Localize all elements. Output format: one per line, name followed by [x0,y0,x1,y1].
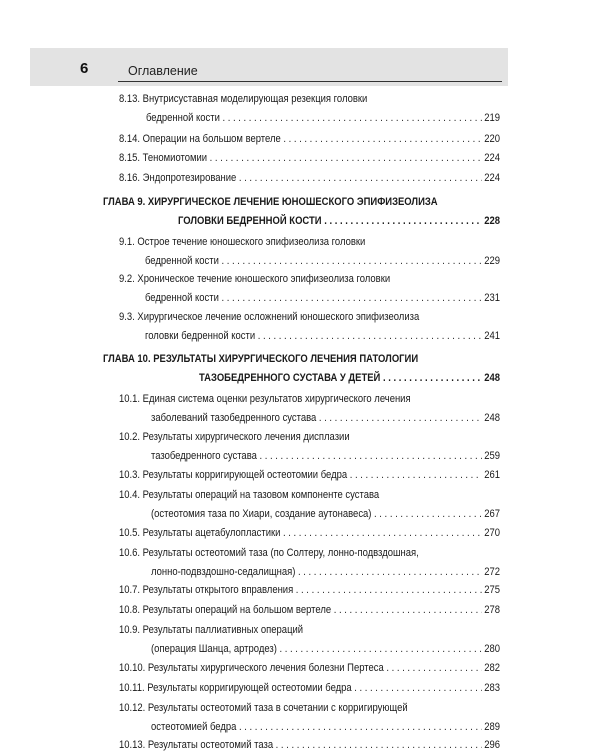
toc-entry-title: 10.11. Результаты корригирующей остеотомии бедра [119,682,352,694]
toc-page-number: 275 [484,584,500,596]
section-title: Оглавление [128,64,198,78]
toc-page-number: 267 [484,508,500,520]
dot-leader [283,132,481,146]
toc-page-number: 278 [484,604,500,616]
toc-entry-title: 8.14. Операции на большом вертеле [119,133,281,145]
dot-leader [259,449,481,463]
dot-leader [324,214,481,228]
toc-entry-title: ТАЗОБЕДРЕННОГО СУСТАВА У ДЕТЕЙ [198,372,381,384]
toc-page-number: 272 [484,566,500,578]
dot-leader [319,411,482,425]
toc-entry-title: бедренной кости [144,255,219,267]
dot-leader [258,329,482,343]
toc-page-number: 280 [484,643,500,655]
toc-entry-title: заболеваний тазобедренного сустава [150,412,317,424]
toc-entry-title: (остеотомия таза по Хиари, создание аутонавеса) [150,508,372,520]
toc-entry-line: 9.2. Хроническое течение юношеского эпифизеолиза головки [119,273,391,285]
toc-entry-line: 9.1. Острое течение юношеского эпифизеолиза головки [119,236,366,248]
dot-leader [350,468,482,482]
dot-leader [334,603,482,617]
toc-entry-line: 10.4. Результаты операций на тазовом компоненте сустава [119,489,380,501]
toc-page-number: 289 [484,721,500,733]
toc-entry-title: 10.10. Результаты хирургического лечения болезни Пертеса [119,662,384,674]
toc-entry-title: 8.15. Теномиотомии [119,152,208,164]
toc-entry-title: бедренной кости [144,292,219,304]
dot-leader [298,565,482,579]
toc-entry-title: тазобедренного сустава [150,450,257,462]
toc-entry-line: 8.13. Внутрисуставная моделирующая резекция головки [119,93,368,105]
toc-entry-title: лонно-подвздошно-седалищная) [150,566,296,578]
toc-page-number: 224 [484,172,500,184]
dot-leader [221,254,481,268]
dot-leader [210,151,482,165]
toc-page-number: 229 [484,255,500,267]
toc-page-number: 282 [484,662,500,674]
toc-entry-title: ГОЛОВКИ БЕДРЕННОЙ КОСТИ [177,215,322,227]
toc-entry-title: 10.13. Результаты остеотомий таза [119,739,274,751]
toc-page-number: 283 [484,682,500,694]
toc-page-number: 241 [484,330,500,342]
dot-leader [383,371,482,385]
toc-page-number: 231 [484,292,500,304]
dot-leader [221,291,481,305]
toc-entry-title: 10.8. Результаты операций на большом вертеле [119,604,332,616]
toc-entry-title: 8.16. Эндопротезирование [119,172,237,184]
toc-page-number: 228 [484,215,500,227]
toc-entry-title: бедренной кости [145,112,220,124]
toc-page-number: 220 [484,133,500,145]
toc-entry-title: остеотомией бедра [150,721,237,733]
page-number: 6 [80,60,89,77]
dot-leader [354,681,481,695]
toc-entry-title: головки бедренной кости [144,330,256,342]
header-rule [118,81,502,82]
dot-leader [283,526,482,540]
dot-leader [239,720,482,734]
toc-entry-line: 10.2. Результаты хирургического лечения дисплазии [119,431,350,443]
toc-entry-title: 10.5. Результаты ацетабулопластики [119,527,281,539]
toc-entry-line: 10.6. Результаты остеотомий таза (по Солтеру, лонно-подвздошная, [119,547,419,559]
toc-page-number: 248 [484,372,500,384]
toc-entry-line: ГЛАВА 10. РЕЗУЛЬТАТЫ ХИРУРГИЧЕСКОГО ЛЕЧЕНИЯ ПАТОЛОГИИ [103,353,419,365]
toc-entry-title: 10.3. Результаты корригирующей остеотомии бедра [119,469,348,481]
toc-page-number: 270 [484,527,500,539]
dot-leader [222,111,481,125]
dot-leader [386,661,481,675]
toc-page-number: 224 [484,152,500,164]
toc-page-number: 296 [484,739,500,751]
dot-leader [296,583,482,597]
toc-page-number: 259 [484,450,500,462]
toc-page-number: 261 [484,469,500,481]
toc-entry-line: ГЛАВА 9. ХИРУРГИЧЕСКОЕ ЛЕЧЕНИЕ ЮНОШЕСКОГО ЭПИФИЗЕОЛИЗА [103,196,438,208]
dot-leader [279,642,481,656]
toc-entry-title: 10.7. Результаты открытого вправления [119,584,294,596]
toc-entry-line: 10.9. Результаты паллиативных операций [119,624,304,636]
toc-entry-line: 9.3. Хирургическое лечение осложнений юношеского эпифизеолиза [119,311,420,323]
toc-page-number: 248 [484,412,500,424]
toc-entry-title: (операция Шанца, артродез) [150,643,277,655]
toc-page-number: 219 [484,112,500,124]
dot-leader [239,171,482,185]
toc-entry-line: 10.1. Единая система оценки результатов хирургического лечения [119,393,411,405]
toc-entry-line: 10.12. Результаты остеотомий таза в сочетании с корригирующей [119,702,408,714]
dot-leader [374,507,482,521]
